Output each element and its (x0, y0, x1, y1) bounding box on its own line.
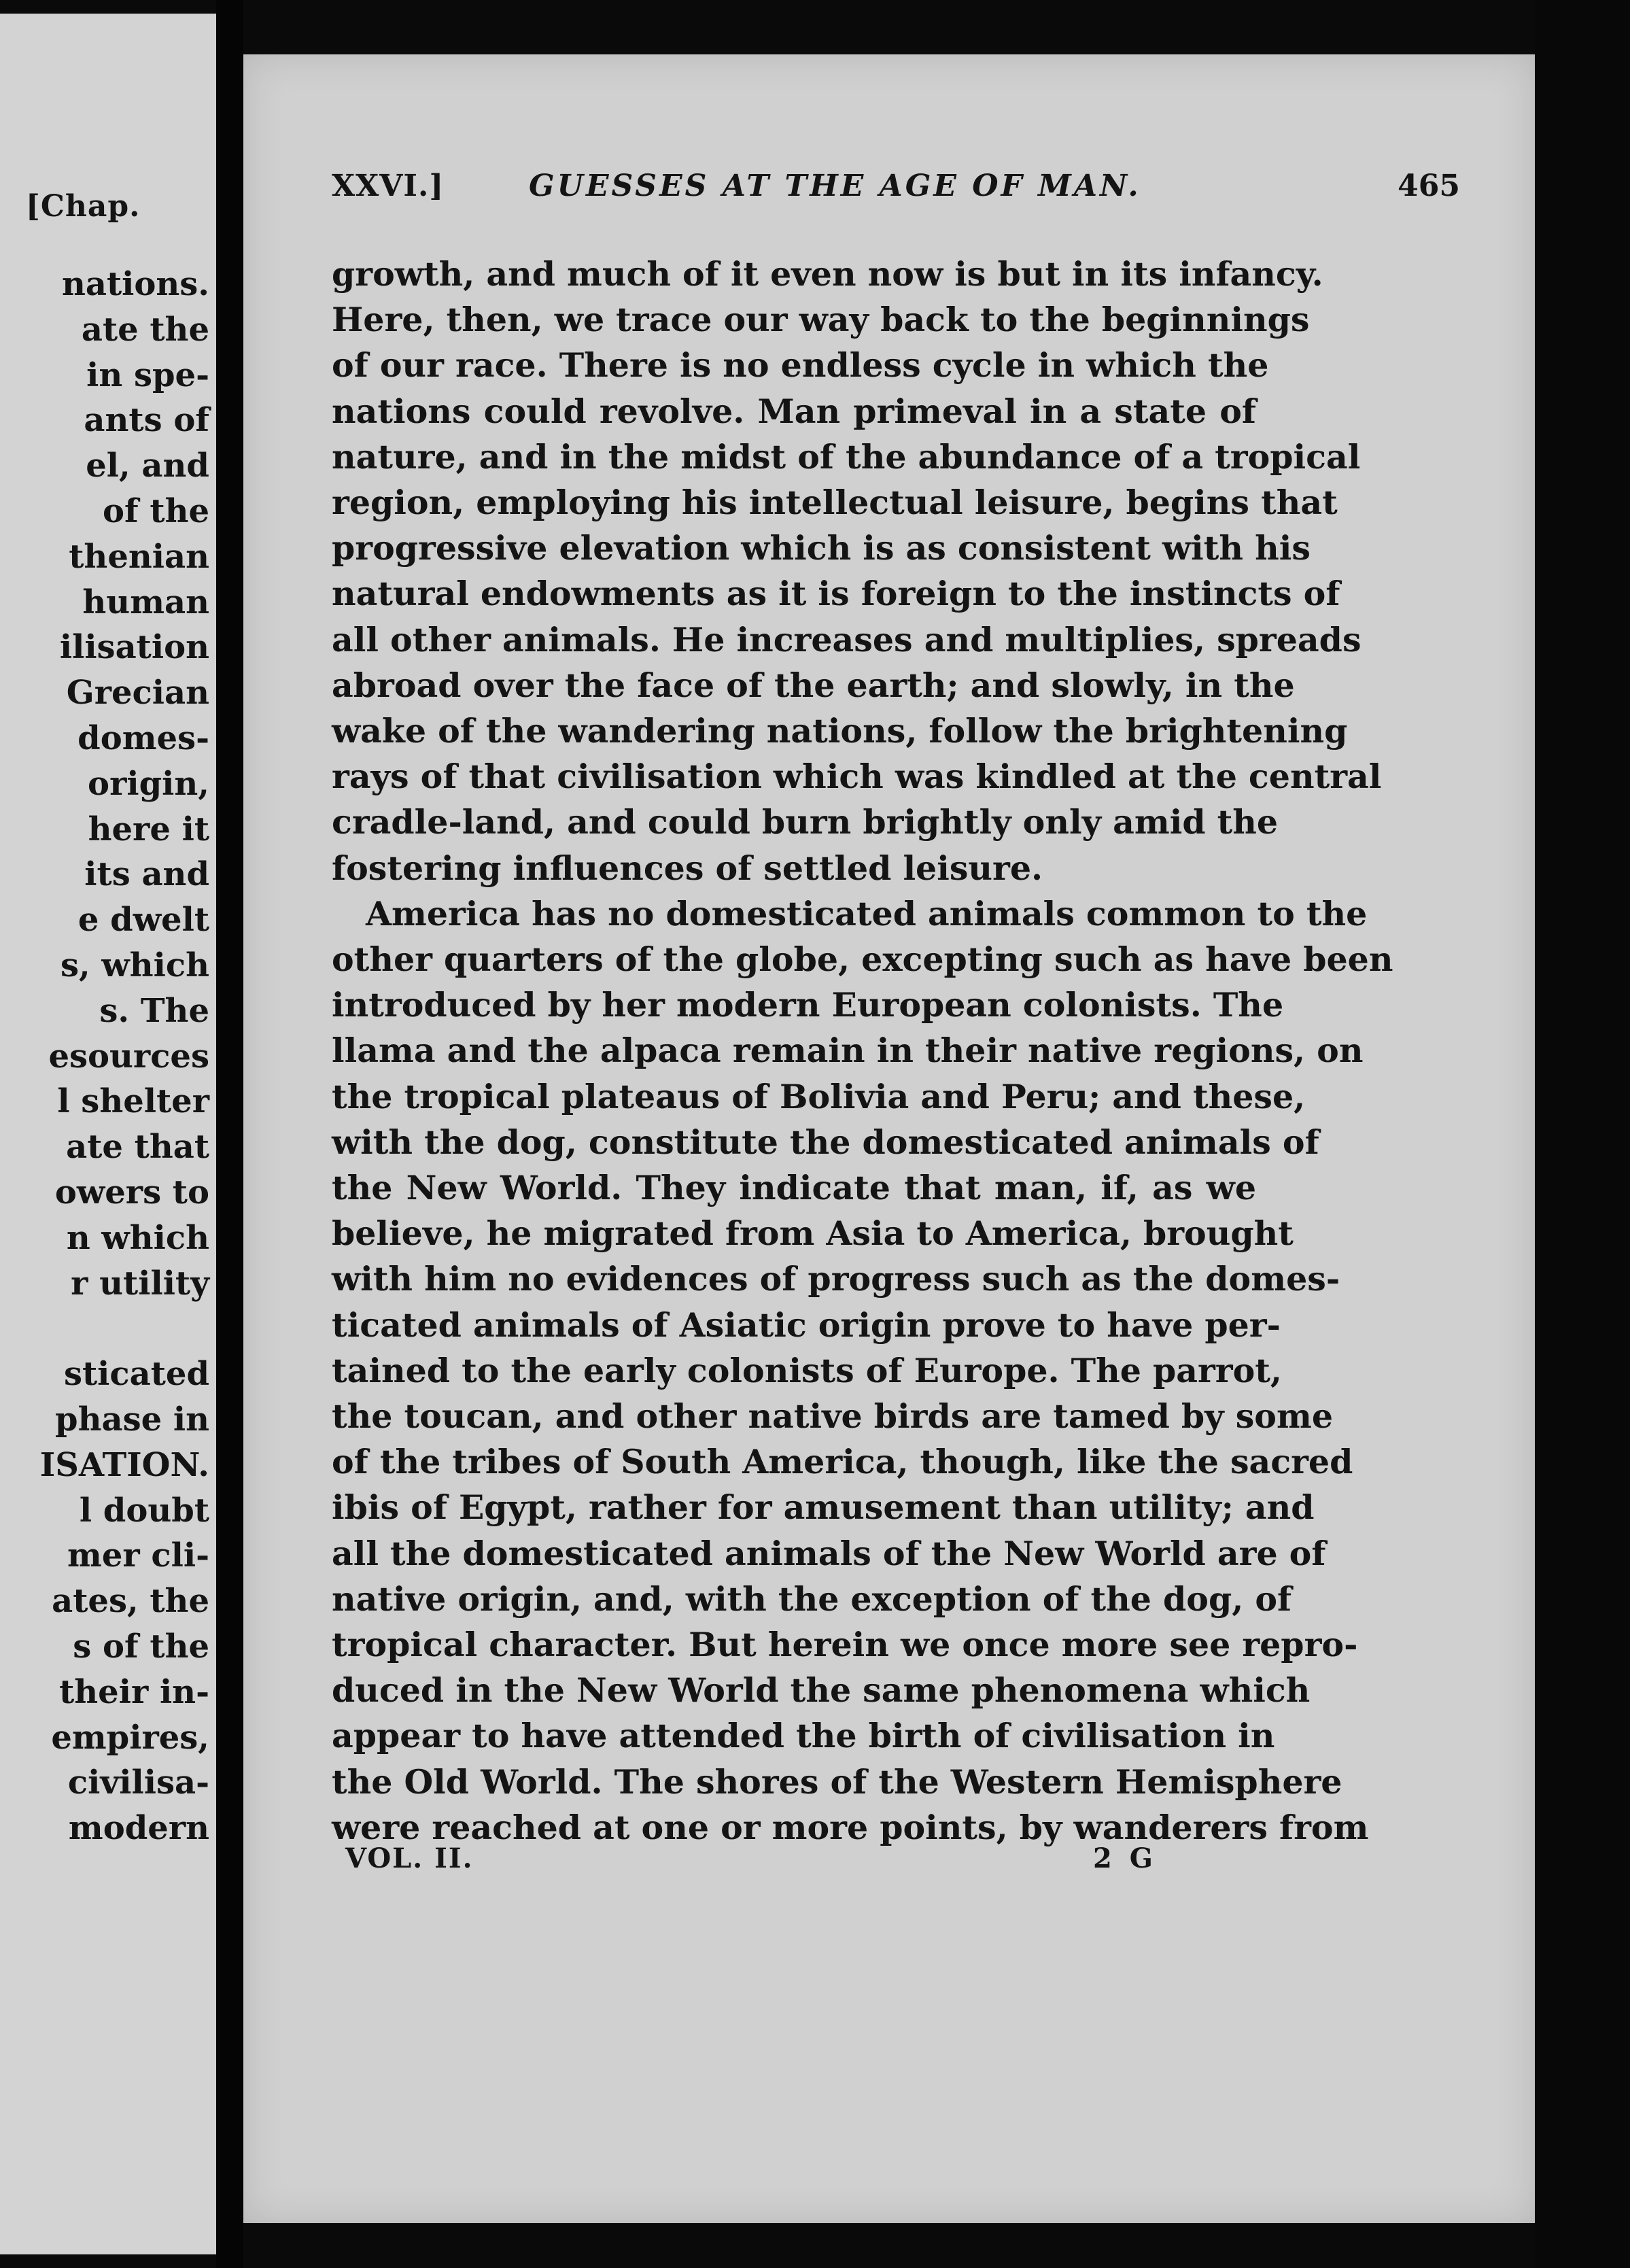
body-line: were reached at one or more points, by wanderers from (332, 1807, 1369, 1847)
left-page-line: e dwelt (77, 901, 209, 940)
left-page-line: here it (88, 810, 209, 848)
body-line: tropical character. But herein we once more see repro- (332, 1625, 1358, 1664)
left-page-line: Grecian (66, 674, 209, 712)
left-page-line: el, and (86, 447, 209, 485)
left-page-line: phase in (55, 1401, 209, 1439)
body-line: with the dog, constitute the domesticated animals of (332, 1122, 1319, 1162)
page-gutter (216, 0, 243, 2268)
left-page-line: ate the (81, 310, 209, 349)
body-line: nature, and in the midst of the abundance of a tropical (332, 436, 1361, 477)
body-line: region, employing his intellectual leisure, begins that (332, 483, 1338, 522)
body-line: wake of the wandering nations, follow the brightening (332, 711, 1348, 751)
left-page-line: s, which (60, 946, 209, 984)
left-page-line: modern (68, 1809, 209, 1848)
body-line: of the tribes of South America, though, like the sacred (332, 1442, 1353, 1482)
page-number: 465 (1398, 169, 1460, 203)
body-line: appear to have attended the birth of civilisation in (332, 1716, 1275, 1756)
body-line: America has no domesticated animals common to the (366, 893, 1368, 933)
left-page-line: civilisa- (67, 1764, 209, 1802)
body-line: nations could revolve. Man primeval in a state of (332, 391, 1256, 431)
left-page-line: mer cli- (67, 1536, 209, 1575)
left-page-line: l shelter (57, 1082, 209, 1121)
left-page-header: [Chap. (26, 189, 141, 224)
left-page-line: nations. (61, 265, 209, 303)
left-page-line: human (82, 583, 209, 621)
scan-right-edge (1535, 0, 1630, 2268)
running-header (332, 169, 1514, 209)
body-line: natural endowments as it is foreign to the instincts of (332, 574, 1340, 614)
left-page-line: of the (103, 492, 209, 530)
body-line: cradle-land, and could burn brightly only amid the (332, 802, 1279, 842)
body-line: llama and the alpaca remain in their native regions, on (332, 1031, 1364, 1071)
left-page-line: their in- (59, 1672, 209, 1711)
left-page-line: ate that (66, 1128, 209, 1167)
body-line: with him no evidences of progress such as the domes- (332, 1259, 1340, 1299)
body-line: all other animals. He increases and multiplies, spreads (332, 619, 1362, 659)
left-page-line: owers to (54, 1173, 209, 1212)
body-line: the tropical plateaus of Bolivia and Peru; and these, (332, 1076, 1306, 1116)
left-page-line: in spe- (86, 356, 209, 394)
body-line: the Old World. The shores of the Western Hemisphere (332, 1762, 1342, 1802)
body-line: believe, he migrated from Asia to America, brought (332, 1214, 1294, 1254)
left-page-line: ates, the (52, 1582, 209, 1621)
body-line: the toucan, and other native birds are tamed by some (332, 1396, 1333, 1436)
left-page-line: ilisation (59, 628, 209, 667)
left-page-line: esources (48, 1037, 209, 1076)
body-line: of our race. There is no endless cycle in which the (332, 345, 1269, 385)
left-page-line: n which (66, 1218, 209, 1257)
left-page-line: s of the (73, 1628, 209, 1666)
body-line: rays of that civilisation which was kindled at the central (332, 757, 1382, 797)
left-page-line: ants of (84, 401, 209, 440)
left-page-line: sticated (63, 1355, 209, 1394)
left-page-line: its and (84, 855, 209, 894)
left-page-line: s. The (99, 991, 209, 1030)
left-page-line: l doubt (79, 1491, 209, 1530)
signature-mark: 2 G (1093, 1842, 1157, 1874)
body-line: tained to the early colonists of Europe. The parrot, (332, 1350, 1282, 1390)
volume-label: VOL. II. (345, 1842, 474, 1874)
left-page-line: empires, (51, 1718, 209, 1757)
previous-page-edge (0, 14, 216, 2254)
body-line: other quarters of the globe, excepting such as have been (332, 940, 1393, 979)
body-line: progressive elevation which is as consistent with his (332, 528, 1311, 568)
body-line: abroad over the face of the earth; and slowly, in the (332, 665, 1295, 705)
page-footer (345, 1842, 1365, 1883)
body-line: ticated animals of Asiatic origin prove to have per- (332, 1305, 1281, 1345)
left-page-line: r utility (71, 1264, 209, 1303)
body-line: fostering influences of settled leisure. (332, 848, 1043, 888)
book-page (243, 54, 1535, 2223)
body-line: introduced by her modern European colonists. The (332, 985, 1284, 1025)
left-page-line: domes- (77, 719, 209, 757)
body-line: growth, and much of it even now is but in its infancy. (332, 254, 1323, 294)
left-page-line: ISATION. (39, 1445, 209, 1484)
body-line: Here, then, we trace our way back to the beginnings (332, 300, 1310, 340)
body-line: ibis of Egypt, rather for amusement than utility; and (332, 1488, 1315, 1528)
body-line: duced in the New World the same phenomena which (332, 1670, 1311, 1711)
running-title: GUESSES AT THE AGE OF MAN. (529, 169, 1141, 203)
left-page-line: thenian (69, 537, 209, 576)
chapter-number: XXVI.] (332, 169, 445, 203)
body-line: all the domesticated animals of the New World are of (332, 1533, 1326, 1573)
body-line: native origin, and, with the exception of the dog, of (332, 1579, 1292, 1619)
left-page-line: origin, (88, 764, 209, 803)
body-line: the New World. They indicate that man, if, as we (332, 1168, 1256, 1207)
